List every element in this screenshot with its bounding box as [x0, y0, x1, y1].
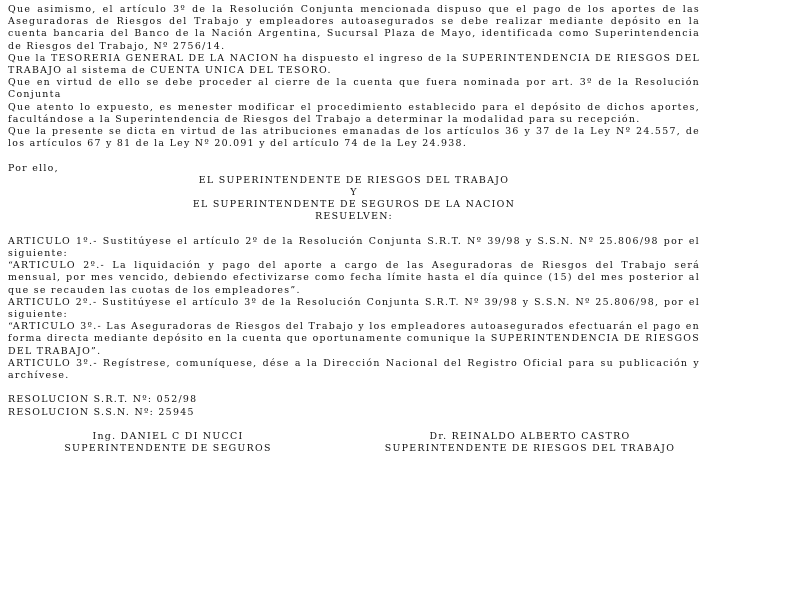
signature-block	[8, 431, 700, 455]
signature-right-name: Dr. REINALDO ALBERTO CASTRO	[429, 430, 631, 442]
signature-left-name: Ing. DANIEL C DI NUCCI	[92, 430, 244, 442]
paragraph-asimismo: Que asimismo, el artículo 3º de la Resolución Conjunta mencionada dispuso que el pago de los aportes de las Aseguradoras de Riesgos del Trabajo y empleadores autoasegurados se debe realizar mediante depósito en la cuenta bancaria del Banco de la Nación Argentina, Sucursal Plaza de Mayo, identificada como Superintendencia de Riesgos del Trabajo, Nº 2756/14.	[8, 4, 700, 52]
document-body	[8, 4, 700, 455]
spacer	[8, 382, 700, 394]
heading-resuelven: RESUELVEN:	[315, 211, 393, 223]
paragraph-atribuciones: Que la presente se dicta en virtud de las atribuciones emanadas de los artículos 36 y 37 de la Ley Nº 24.557, de los artículos 67 y 81 de la Ley Nº 20.091 y del artículo 74 de la Ley 24.938.	[8, 126, 700, 150]
paragraph-cierre-cuenta: Que en virtud de ello se debe proceder al cierre de la cuenta que fuera nominada por art. 3º de la Resolución Conjunta	[8, 77, 700, 101]
spacer	[8, 224, 700, 236]
article-2: ARTICULO 2º.- Sustitúyese el artículo 3º de la Resolución Conjunta S.R.T. Nº 39/98 y S.S.N. Nº 25.806/98, por el siguiente:	[8, 296, 700, 321]
spacer	[8, 150, 700, 162]
article-1-quote: “ARTICULO 2º.- La liquidación y pago del aporte a cargo de las Aseguradoras de Riesgos del Trabajo será mensual, por mes vencido, debiendo efectivizarse como fecha límite hasta el día quince (15) del mes posterior al que se recauden las cuotas de los empleadores”.	[8, 260, 700, 296]
heading-srt: EL SUPERINTENDENTE DE RIESGOS DEL TRABAJO	[198, 174, 510, 186]
resolution-ssn: RESOLUCION S.S.N. Nº: 25945	[8, 406, 195, 418]
paragraph-tesoreria: Que la TESORERIA GENERAL DE LA NACION ha dispuesto el ingreso de la SUPERINTENDENCIA DE RIESGOS DEL TRABAJO al sistema de CUENTA UNICA DEL TESORO.	[8, 52, 700, 77]
por-ello: Por ello,	[8, 162, 59, 174]
signature-right	[360, 431, 700, 455]
heading-y: Y	[350, 187, 358, 199]
signature-left	[8, 431, 328, 455]
article-3: ARTICULO 3º.- Regístrese, comuníquese, dése a la Dirección Nacional del Registro Oficial para su publicación y archívese.	[8, 357, 700, 382]
paragraph-atento: Que atento lo expuesto, es menester modificar el procedimiento establecido para el depósito de dichos aportes, facultándose a la Superintendencia de Riesgos del Trabajo a determinar la modalidad para su recepción.	[8, 101, 700, 125]
article-2-quote: “ARTICULO 3º.- Las Aseguradoras de Riesgos del Trabajo y los empleadores autoasegurados efectuarán el pago en forma directa mediante depósito en la cuenta que oportunamente comunique la SUPERINTENDENCIA DE RIESGOS DEL TRABAJO”.	[8, 321, 700, 357]
signature-left-title: SUPERINTENDENTE DE SEGUROS	[64, 443, 272, 455]
article-1: ARTICULO 1º.- Sustitúyese el artículo 2º de la Resolución Conjunta S.R.T. Nº 39/98 y S.S.N. Nº 25.806/98 por el siguiente:	[8, 235, 700, 260]
signature-right-title: SUPERINTENDENTE DE RIESGOS DEL TRABAJO	[384, 443, 676, 455]
resolution-srt: RESOLUCION S.R.T. Nº: 052/98	[8, 394, 198, 406]
heading-ssn: EL SUPERINTENDENTE DE SEGUROS DE LA NACION	[192, 199, 516, 211]
